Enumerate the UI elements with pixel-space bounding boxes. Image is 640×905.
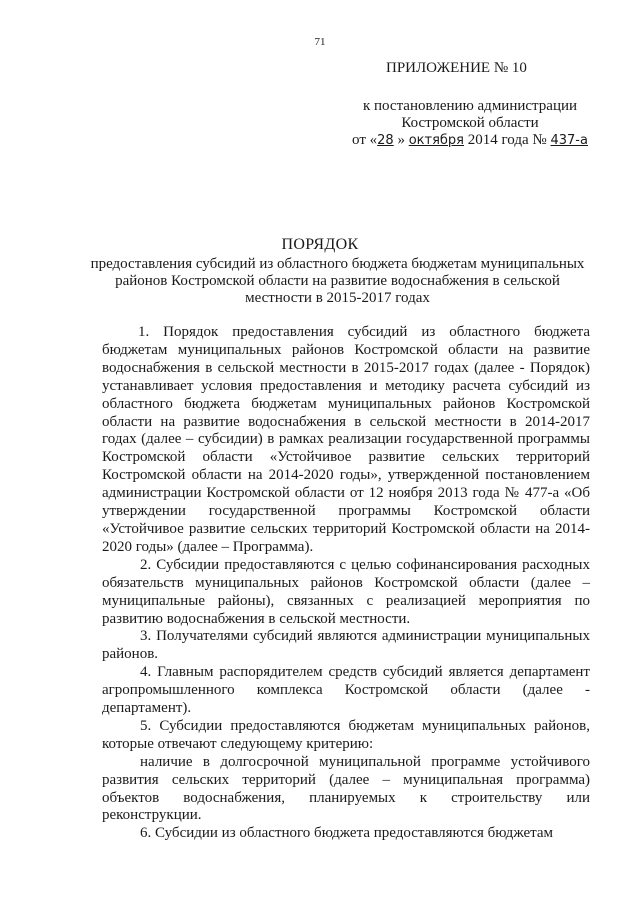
paragraph-4: 4. Главным распорядителем средств субсидий является департамент агропромышленного комплекса Костромской области (далее - департамент). xyxy=(102,664,590,717)
resolution-date-line xyxy=(340,132,600,149)
paragraph-5-criterion: наличие в долгосрочной муниципальной программе устойчивого развития сельских территорий (далее – муниципальная программа) объектов водоснабжения, планируемых к строительству или реконструкции. xyxy=(102,753,590,824)
resolution-line-2: Костромской области xyxy=(401,115,539,131)
resolution-reference xyxy=(340,98,600,149)
date-prefix: от « xyxy=(352,132,378,148)
paragraph-1: 1. Порядок предоставления субсидий из областного бюджета бюджетам муниципальных районов Костромской области на развитие водоснабжения в сельской местности в 2015-2017 годах (далее - Порядок) устанавливает условия предоставления и методику расчета субсидий из областного бюджета бюджетам муниципальных районов Костромской области на развитие водоснабжения в сельской местности в 2014-2017 годах (далее – субсидии) в рамках реализации государственной программы Костромской области «Устойчивое развитие сельских территорий Костромской области на 2014-2020 годы», утвержденной постановлением администрации Костромской области от 12 ноября 2013 года № 477-а «Об утверждении государственной программы Костромской области «Устойчивое развитие сельских территорий Костромской области на 2014-2020 годы» (далее – Программа). xyxy=(102,324,590,555)
document-heading: ПОРЯДОК xyxy=(281,236,359,253)
resolution-line-1: к постановлению администрации xyxy=(362,98,578,114)
appendix-title: ПРИЛОЖЕНИЕ № 10 xyxy=(386,60,527,76)
paragraph-3: 3. Получателями субсидий являются администрации муниципальных районов. xyxy=(102,628,590,663)
page-number: 71 xyxy=(314,36,326,48)
handwritten-number: 437-а xyxy=(550,133,588,148)
document-body xyxy=(102,324,590,843)
handwritten-month: октября xyxy=(408,133,464,148)
document-subtitle: предоставления субсидий из областного бюджета бюджетам муниципальных районов Костромской области на развитие водоснабжения в сельской местности в 2015-2017 годах xyxy=(90,256,585,306)
paragraph-6: 6. Субсидии из областного бюджета предоставляются бюджетам xyxy=(140,825,554,842)
paragraph-5: 5. Субсидии предоставляются бюджетам муниципальных районов, которые отвечают следующему критерию: xyxy=(102,717,590,752)
handwritten-day: 28 xyxy=(377,133,394,148)
paragraph-2: 2. Субсидии предоставляются с целью софинансирования расходных обязательств муниципальных районов Костромской области (далее – муниципальные районы), связанных с реализацией мероприятия по развитию водоснабжения в сельской местности. xyxy=(102,556,590,627)
date-mid: » xyxy=(393,132,409,148)
year-text: 2014 года № xyxy=(464,132,551,148)
